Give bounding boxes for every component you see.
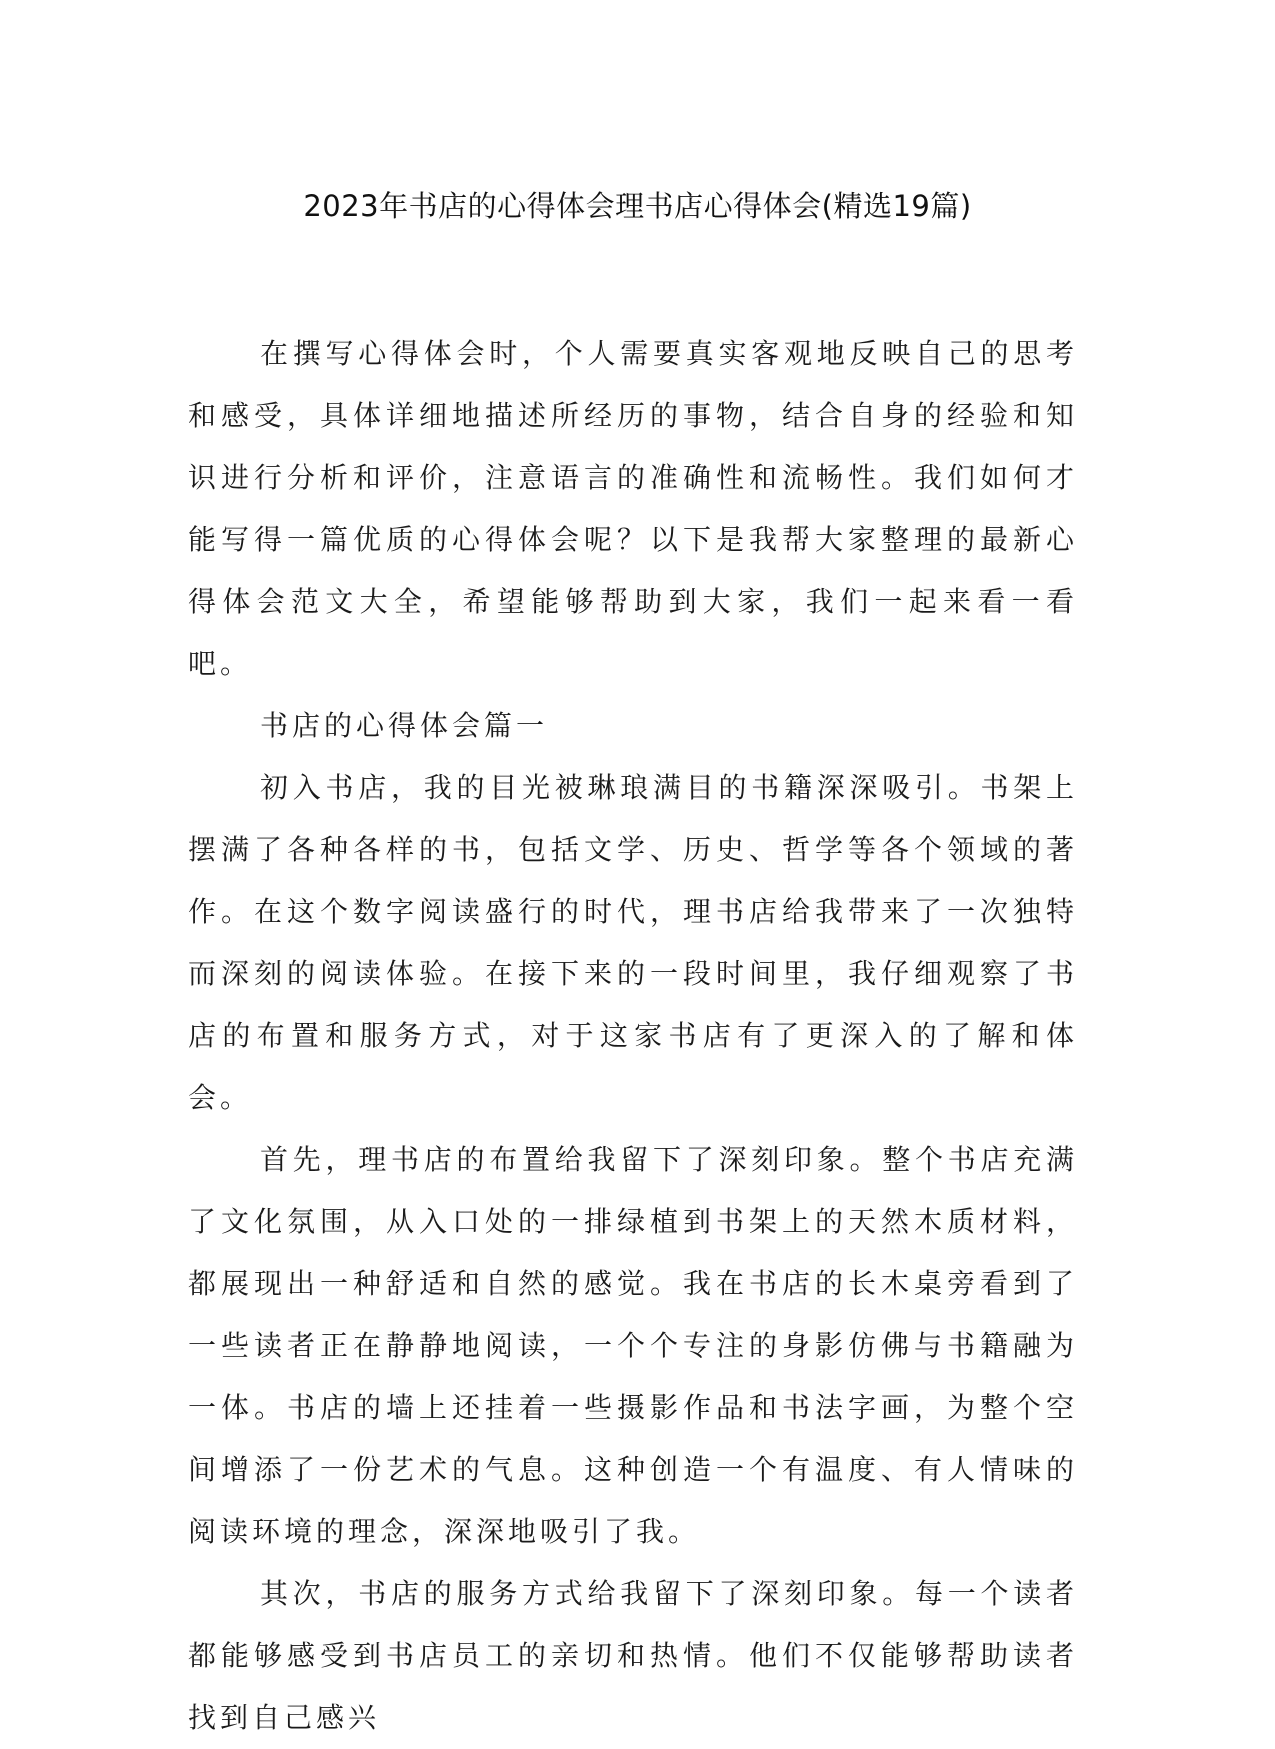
document-body (188, 323, 1078, 1749)
body-paragraph: 首先，理书店的布置给我留下了深刻印象。整个书店充满了文化氛围，从入口处的一排绿植到书架上的天然木质材料，都展现出一种舒适和自然的感觉。我在书店的长木桌旁看到了一些读者正在静静地阅读，一个个专注的身影仿佛与书籍融为一体。书店的墙上还挂着一些摄影作品和书法字画，为整个空间增添了一份艺术的气息。这种创造一个有温度、有人情味的阅读环境的理念，深深地吸引了我。 (188, 1143, 1078, 1548)
intro-paragraph: 在撰写心得体会时，个人需要真实客观地反映自己的思考和感受，具体详细地描述所经历的事物，结合自身的经验和知识进行分析和评价，注意语言的准确性和流畅性。我们如何才能写得一篇优质的心得体会呢？以下是我帮大家整理的最新心得体会范文大全，希望能够帮助到大家，我们一起来看一看吧。 (188, 337, 1078, 680)
section-heading: 书店的心得体会篇一 (260, 709, 549, 742)
document-title: 2023年书店的心得体会理书店心得体会(精选19篇) (303, 189, 972, 223)
body-paragraph: 初入书店，我的目光被琳琅满目的书籍深深吸引。书架上摆满了各种各样的书，包括文学、历史、哲学等各个领域的著作。在这个数字阅读盛行的时代，理书店给我带来了一次独特而深刻的阅读体验。在接下来的一段时间里，我仔细观察了书店的布置和服务方式，对于这家书店有了更深入的了解和体会。 (188, 771, 1078, 1114)
body-paragraph: 其次，书店的服务方式给我留下了深刻印象。每一个读者都能够感受到书店员工的亲切和热情。他们不仅能够帮助读者找到自己感兴 (188, 1577, 1078, 1734)
